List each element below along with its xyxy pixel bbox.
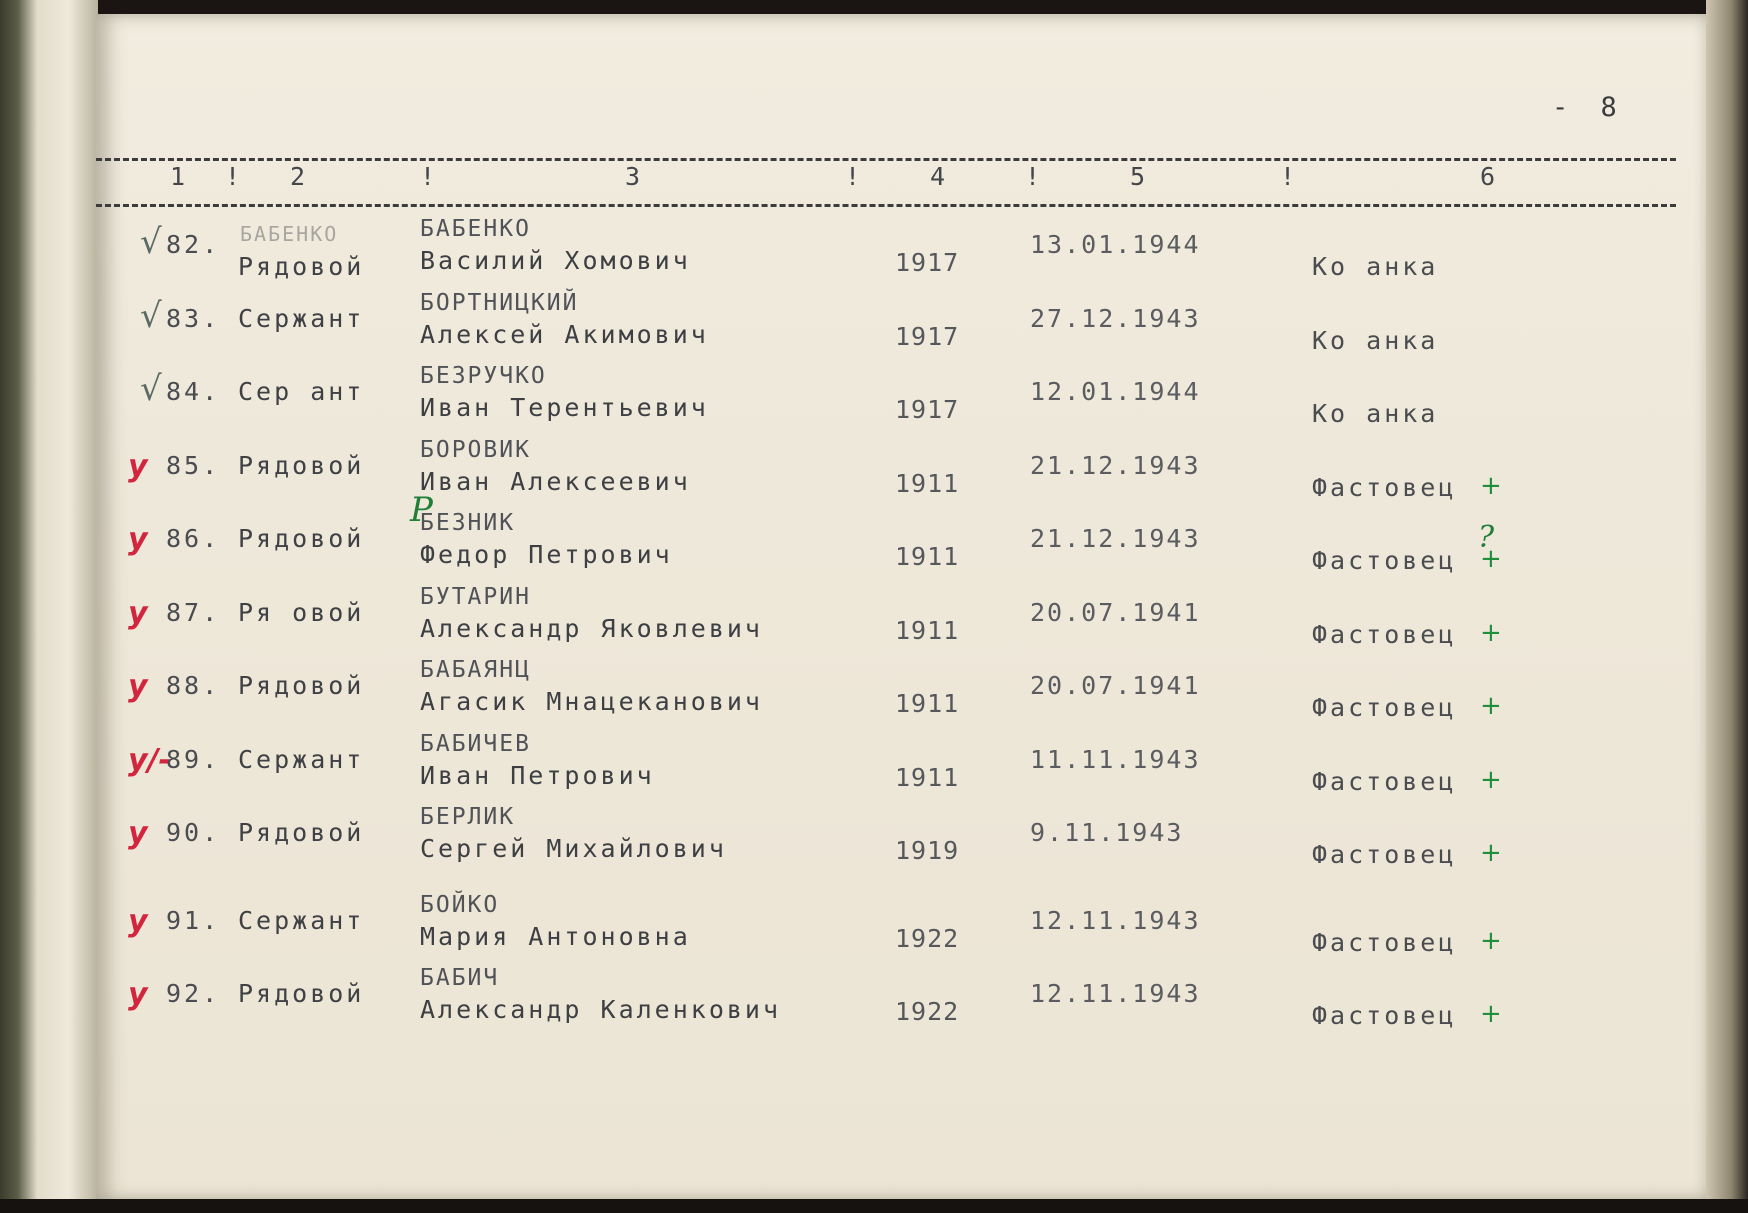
rank-faded: БАБЕНКО <box>240 222 339 246</box>
birth-year: 1917 <box>895 322 960 351</box>
column-header: 6 <box>1480 162 1496 191</box>
header-rule-top <box>96 158 1676 161</box>
given-names: Иван Терентьевич <box>420 393 709 422</box>
row-number: 84. <box>166 377 221 406</box>
plus-mark: + <box>1480 926 1502 956</box>
check-mark: √ <box>140 222 162 262</box>
surname: БАБИЧЕВ <box>420 731 531 757</box>
column-header: ! <box>1025 162 1041 191</box>
place: Ко анка <box>1312 399 1439 428</box>
check-mark: у <box>128 816 148 851</box>
surname: БАБЕНКО <box>420 216 531 242</box>
rank: Сержант <box>238 745 365 774</box>
birth-year: 1917 <box>895 248 960 277</box>
row-number: 82. <box>166 230 221 259</box>
row-number: 88. <box>166 671 221 700</box>
plus-mark: + <box>1480 618 1502 648</box>
plus-mark: + <box>1480 765 1502 795</box>
surname: БОРОВИК <box>420 437 531 463</box>
row-number: 83. <box>166 304 221 333</box>
bottom-edge <box>0 1199 1748 1213</box>
plus-mark: + <box>1480 544 1502 574</box>
check-mark: √ <box>140 369 162 409</box>
death-date: 20.07.1941 <box>1030 671 1201 700</box>
check-mark: у <box>128 522 148 557</box>
given-names: Иван Алексеевич <box>420 467 691 496</box>
column-header: ! <box>845 162 861 191</box>
given-names: Александр Яковлевич <box>420 614 763 643</box>
check-mark: у/- <box>128 743 171 778</box>
place: Фастовец <box>1312 620 1457 649</box>
birth-year: 1911 <box>895 689 960 718</box>
surname: БЕЗРУЧКО <box>420 363 547 389</box>
death-date: 27.12.1943 <box>1030 304 1201 333</box>
row-number: 91. <box>166 906 221 935</box>
rank: Рядовой <box>238 979 365 1008</box>
column-header: ! <box>1280 162 1296 191</box>
plus-mark: + <box>1480 838 1502 868</box>
given-names: Иван Петрович <box>420 761 655 790</box>
place: Фастовец <box>1312 693 1457 722</box>
given-names: Александр Каленкович <box>420 995 782 1024</box>
surname: БОРТНИЦКИЙ <box>420 290 579 316</box>
rank: Рядовой <box>238 252 365 281</box>
rank: Сержант <box>238 906 365 935</box>
check-mark: у <box>128 669 148 704</box>
row-number: 90. <box>166 818 221 847</box>
place: Ко анка <box>1312 252 1439 281</box>
birth-year: 1911 <box>895 469 960 498</box>
check-mark: у <box>128 977 148 1012</box>
page-edge <box>1706 0 1748 1213</box>
death-date: 9.11.1943 <box>1030 818 1184 847</box>
birth-year: 1919 <box>895 836 960 865</box>
row-number: 89. <box>166 745 221 774</box>
given-names: Федор Петрович <box>420 540 673 569</box>
death-date: 12.11.1943 <box>1030 906 1201 935</box>
column-header: 4 <box>930 162 946 191</box>
page-number: - 8 <box>1552 92 1625 123</box>
place: Фастовец <box>1312 840 1457 869</box>
row-number: 86. <box>166 524 221 553</box>
death-date: 12.11.1943 <box>1030 979 1201 1008</box>
column-header: 1 <box>170 162 186 191</box>
surname: БОЙКО <box>420 892 500 918</box>
given-names: Алексей Акимович <box>420 320 709 349</box>
death-date: 21.12.1943 <box>1030 451 1201 480</box>
column-header: 5 <box>1130 162 1146 191</box>
birth-year: 1922 <box>895 997 960 1026</box>
birth-year: 1922 <box>895 924 960 953</box>
column-header: ! <box>420 162 436 191</box>
book-spine <box>0 0 98 1213</box>
plus-mark: + <box>1480 471 1502 501</box>
death-date: 11.11.1943 <box>1030 745 1201 774</box>
check-mark: у <box>128 904 148 939</box>
surname: БЕЗНИК <box>420 510 516 536</box>
column-header: ! <box>225 162 241 191</box>
place: Фастовец <box>1312 1001 1457 1030</box>
handwritten-question-mark: ? <box>1478 520 1495 555</box>
surname: БУТАРИН <box>420 584 531 610</box>
given-names: Василий Хомович <box>420 246 691 275</box>
surname: БЕРЛИК <box>420 804 516 830</box>
surname: БАБИЧ <box>420 965 500 991</box>
place: Фастовец <box>1312 767 1457 796</box>
rank: Рядовой <box>238 671 365 700</box>
check-mark: у <box>128 596 148 631</box>
header-rule-bottom <box>96 204 1676 207</box>
place: Ко анка <box>1312 326 1439 355</box>
column-header: 3 <box>625 162 641 191</box>
birth-year: 1917 <box>895 395 960 424</box>
rank: Рядовой <box>238 451 365 480</box>
place: Фастовец <box>1312 928 1457 957</box>
birth-year: 1911 <box>895 616 960 645</box>
row-number: 85. <box>166 451 221 480</box>
plus-mark: + <box>1480 691 1502 721</box>
death-date: 20.07.1941 <box>1030 598 1201 627</box>
given-names: Сергей Михайлович <box>420 834 727 863</box>
birth-year: 1911 <box>895 542 960 571</box>
surname: БАБАЯНЦ <box>420 657 531 683</box>
given-names: Агасик Мнацеканович <box>420 687 763 716</box>
row-number: 92. <box>166 979 221 1008</box>
birth-year: 1911 <box>895 763 960 792</box>
handwritten-p-mark: Р <box>410 490 433 530</box>
death-date: 21.12.1943 <box>1030 524 1201 553</box>
check-mark: у <box>128 449 148 484</box>
death-date: 13.01.1944 <box>1030 230 1201 259</box>
rank: Рядовой <box>238 818 365 847</box>
place: Фастовец <box>1312 473 1457 502</box>
death-date: 12.01.1944 <box>1030 377 1201 406</box>
row-number: 87. <box>166 598 221 627</box>
place: Фастовец <box>1312 546 1457 575</box>
column-header: 2 <box>290 162 306 191</box>
plus-mark: + <box>1480 999 1502 1029</box>
given-names: Мария Антоновна <box>420 922 691 951</box>
rank: Рядовой <box>238 524 365 553</box>
rank: Сер ант <box>238 377 365 406</box>
rank: Сержант <box>238 304 365 333</box>
rank: Ря овой <box>238 598 365 627</box>
check-mark: √ <box>140 296 162 336</box>
